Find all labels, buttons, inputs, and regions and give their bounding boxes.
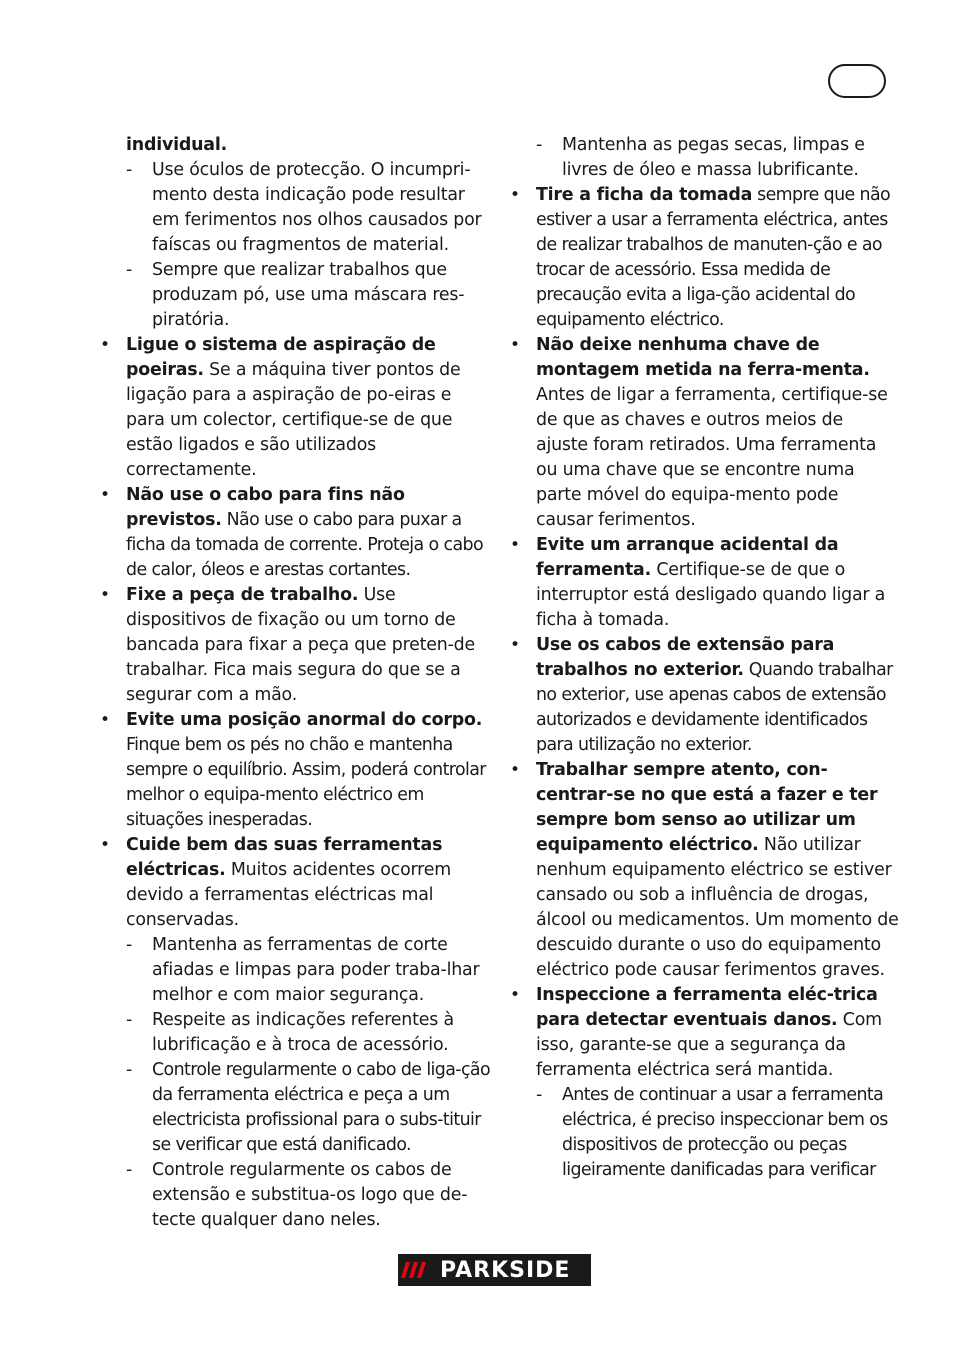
block-heading: individual. — [126, 135, 227, 155]
logo-text: PARKSIDE — [440, 1257, 571, 1283]
item-body: Se a máquina tiver pontos de ligação para a aspiração de po-eiras e para um colector, certifique-se de que estão ligados e são utilizados correctamente. — [126, 360, 461, 480]
item-body: Use óculos de protecção. O incumpri-mento desta indicação pode resultar em ferimentos nos olhos causados por faíscas ou fragmentos de material. — [152, 160, 482, 255]
parkside-logo — [398, 1254, 591, 1286]
item-body: Mantenha as ferramentas de corte afiadas e limpas para poder traba-lhar melhor e com maior segurança. — [152, 935, 480, 1005]
bullet-item — [510, 758, 900, 983]
item-heading: Use os cabos de extensão para trabalhos no exterior. — [536, 635, 835, 680]
item-body: Antes de continuar a usar a ferramenta eléctrica, é preciso inspeccionar bem os dispositivos de protecção ou peças ligeiramente danificadas para verificar — [562, 1085, 888, 1180]
item-heading: Inspeccione a ferramenta eléc-trica para detectar eventuais danos. — [536, 985, 878, 1030]
item-body: Certifique-se de que o interruptor está desligado quando ligar a ficha à tomada. — [536, 560, 886, 630]
item-heading: Tire a ficha da tomada — [536, 185, 753, 205]
dash-item — [100, 1158, 490, 1233]
dash-item — [100, 1058, 490, 1158]
item-heading: Ligue o sistema de aspiração de poeiras. — [126, 335, 436, 380]
item-body: Muitos acidentes ocorrem devido a ferramentas eléctricas mal conservadas. — [126, 860, 451, 930]
bullet-item — [510, 983, 900, 1083]
item-body: Use dispositivos de fixação ou um torno de bancada para fixar a peça que preten-de trabalhar. Fica mais segura do que se a segurar com a mão. — [126, 585, 475, 705]
item-body: Com isso, garante-se que a segurança da ferramenta eléctrica será mantida. — [536, 1010, 882, 1080]
text-block — [100, 133, 490, 158]
dash-item — [100, 158, 490, 258]
bullet-item — [100, 708, 490, 833]
dash-item — [100, 258, 490, 333]
item-body: Não use o cabo para puxar a ficha da tomada de corrente. Proteja o cabo de calor, óleos e arestas cortantes. — [126, 510, 483, 580]
item-body: Controle regularmente o cabo de liga-ção da ferramenta eléctrica e peça a um electricista profissional para o subs-tituir se verificar que está danificado. — [152, 1060, 491, 1155]
item-heading: Fixe a peça de trabalho. — [126, 585, 359, 605]
item-body: Finque bem os pés no chão e mantenha sempre o equilíbrio. Assim, poderá controlar melhor o equipa-mento eléctrico em situações inesperadas. — [126, 735, 486, 830]
bullet-item — [100, 833, 490, 933]
item-heading: Evite uma posição anormal do corpo. — [126, 710, 483, 730]
bullet-item — [510, 333, 900, 533]
left-column — [100, 133, 490, 1233]
item-body: Quando trabalhar no exterior, use apenas cabos de extensão autorizados e devidamente identificados para utilização no exterior. — [536, 660, 893, 755]
bullet-item — [100, 583, 490, 708]
dash-item — [510, 1083, 900, 1183]
dash-item — [510, 133, 900, 183]
bullet-item — [100, 483, 490, 583]
item-heading: Não use o cabo para fins não previstos. — [126, 485, 405, 530]
bullet-item — [510, 183, 900, 333]
item-body: Antes de ligar a ferramenta, certifique-se de que as chaves e outros meios de ajuste foram retirados. Uma ferramenta ou uma chave que se encontre numa parte móvel do equipa-mento pode causar ferimentos. — [536, 385, 888, 530]
bullet-item — [100, 333, 490, 483]
item-body: Mantenha as pegas secas, limpas e livres de óleo e massa lubrificante. — [562, 135, 865, 180]
dash-item — [100, 933, 490, 1008]
item-body: Controle regularmente os cabos de extensão e substitua-os logo que de-tecte qualquer dano neles. — [152, 1160, 468, 1230]
bullet-item — [510, 633, 900, 758]
item-heading: Evite um arranque acidental da ferramenta. — [536, 535, 839, 580]
bullet-item — [510, 533, 900, 633]
item-body: Não utilizar nenhum equipamento eléctrico se estiver cansado ou sob a influência de drogas, álcool ou medicamentos. Um momento de descuido durante o uso do equipamento eléctrico pode causar ferimentos graves. — [536, 835, 899, 980]
item-heading: Não deixe nenhuma chave de montagem metida na ferra-menta. — [536, 335, 870, 380]
language-badge — [828, 64, 886, 98]
item-body: Respeite as indicações referentes à lubrificação e à troca de acessório. — [152, 1010, 454, 1055]
logo-stripes-icon — [398, 1254, 438, 1286]
item-body: Sempre que realizar trabalhos que produzam pó, use uma máscara res-piratória. — [152, 260, 465, 330]
right-column — [510, 133, 900, 1183]
item-heading: Trabalhar sempre atento, con-centrar-se no que está a fazer e ter sempre bom senso ao utilizar um equipamento eléctrico. — [536, 760, 878, 855]
dash-item — [100, 1008, 490, 1058]
item-body: sempre que não estiver a usar a ferramenta eléctrica, antes de realizar trabalhos de manuten-ção e ao trocar de acessório. Essa medida de precaução evita a liga-ção acidental do equipamento eléctrico. — [536, 185, 891, 330]
item-heading: Cuide bem das suas ferramentas eléctricas. — [126, 835, 443, 880]
